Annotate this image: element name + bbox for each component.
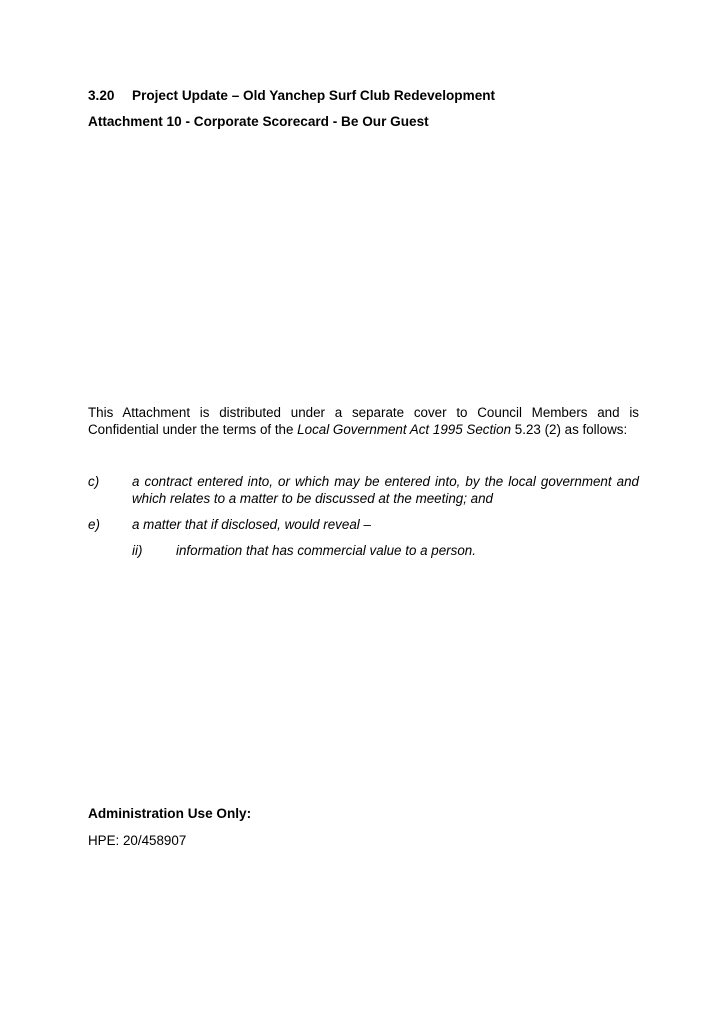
section-title: Project Update – Old Yanchep Surf Club Redevelopment bbox=[132, 88, 496, 103]
list-item-marker: c) bbox=[88, 474, 100, 489]
act-reference: Local Government Act 1995 Section bbox=[297, 422, 512, 437]
notice-line-1: This Attachment is distributed under a separate cover to Council Members and is bbox=[88, 405, 639, 420]
admin-use-title: Administration Use Only: bbox=[88, 806, 252, 821]
list-item bbox=[88, 517, 639, 534]
list-item-text: a matter that if disclosed, would reveal – bbox=[132, 517, 371, 532]
list-item-text bbox=[132, 474, 639, 507]
sub-list-item bbox=[132, 543, 476, 558]
sub-list-item-text: information that has commercial value to a person. bbox=[176, 543, 476, 558]
notice-line-2-suffix: 5.23 (2) as follows: bbox=[511, 422, 628, 437]
confidential-notice bbox=[88, 404, 639, 438]
hpe-reference: HPE: 20/458907 bbox=[88, 833, 187, 848]
notice-line-2 bbox=[88, 421, 639, 438]
list-item bbox=[88, 474, 639, 508]
list-item-marker: e) bbox=[88, 517, 100, 532]
notice-line-2-prefix: Confidential under the terms of the bbox=[88, 422, 298, 437]
sub-list-item-marker: ii) bbox=[132, 543, 143, 558]
section-number: 3.20 bbox=[88, 88, 115, 103]
list-item-line-2: which relates to a matter to be discussed at the meeting; and bbox=[132, 490, 494, 506]
list-item-line-1: a contract entered into, or which may be entered into, by the local government and bbox=[132, 474, 639, 489]
attachment-title: Attachment 10 - Corporate Scorecard - Be Our Guest bbox=[88, 114, 429, 129]
section-heading bbox=[88, 88, 495, 103]
